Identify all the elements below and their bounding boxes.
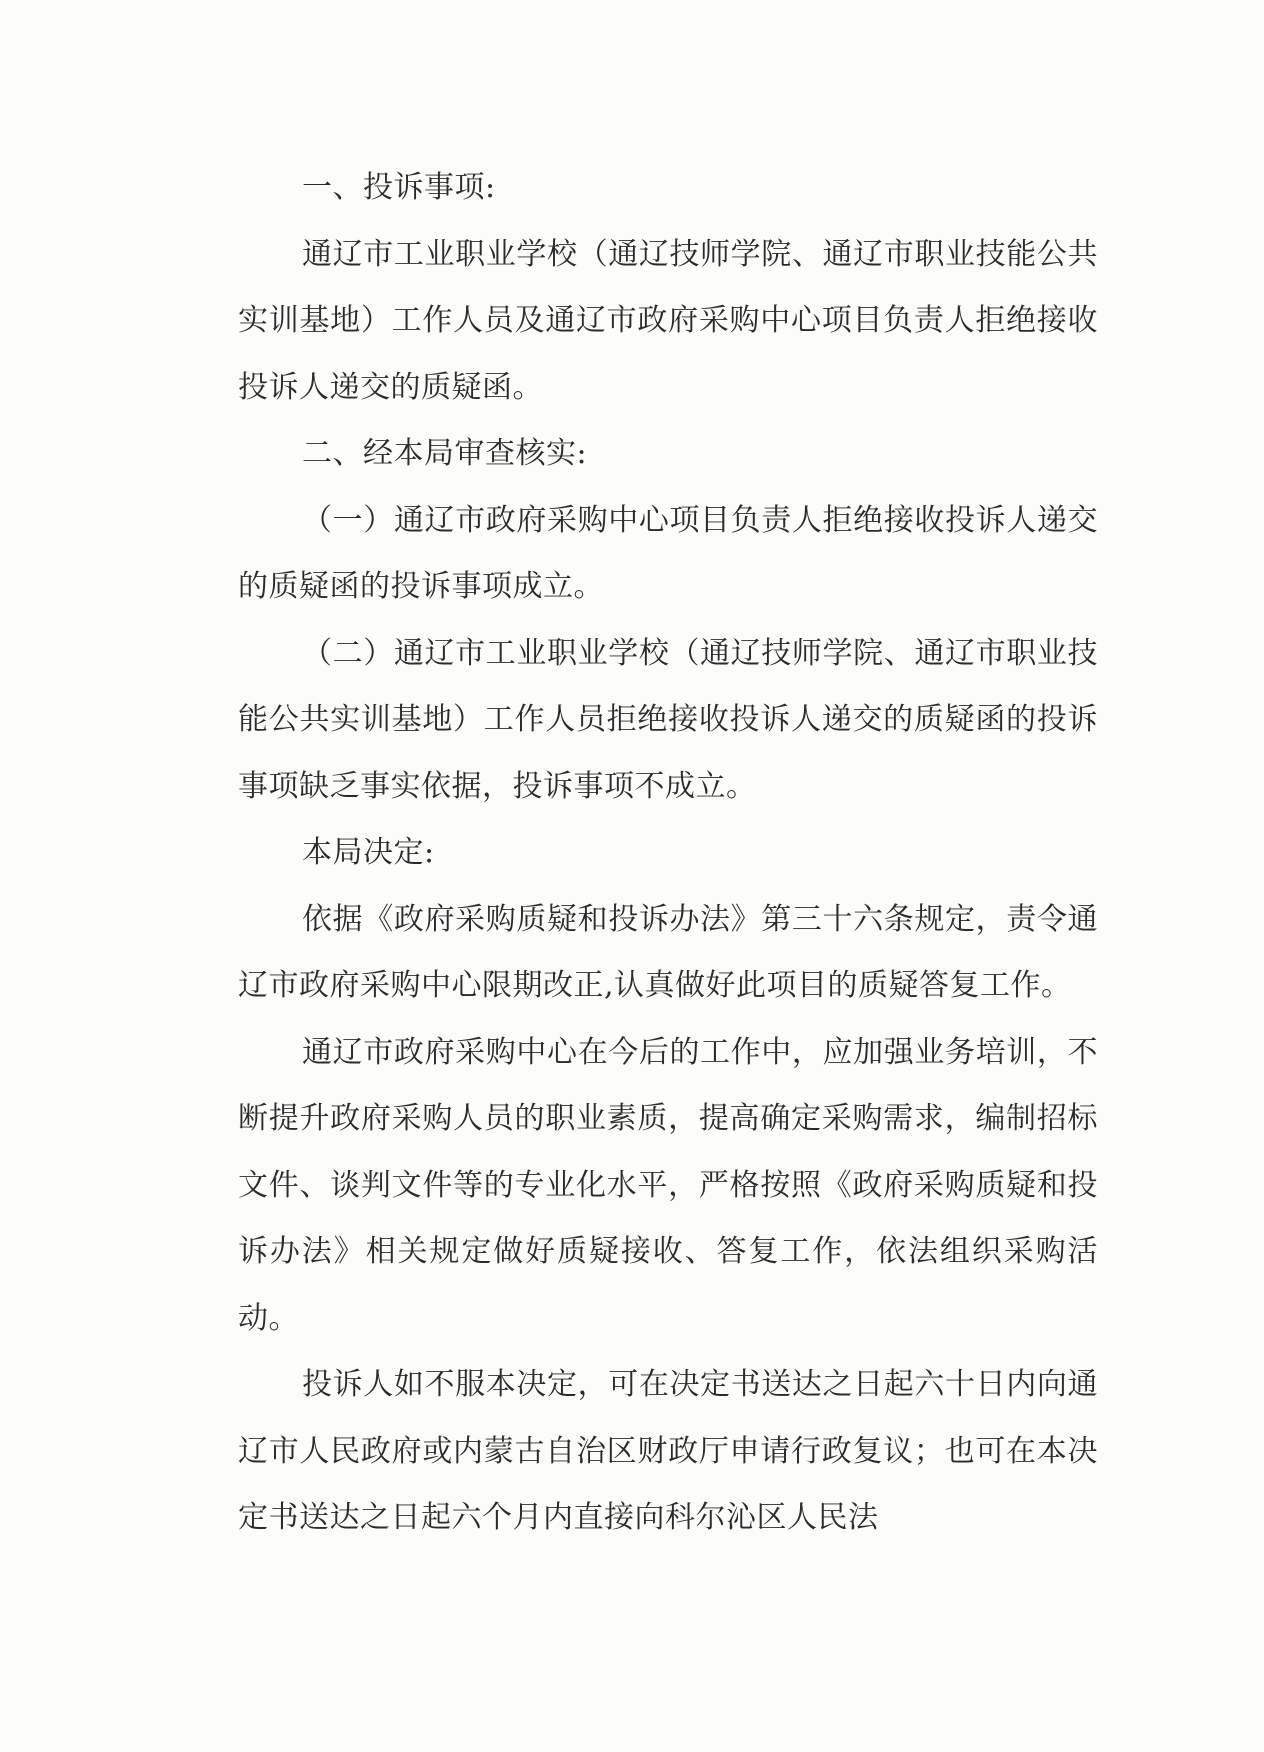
paragraph-complaint-content: 通辽市工业职业学校（通辽技师学院、通辽市职业技能公共实训基地）工作人员及通辽市政府采购中心项目负责人拒绝接收投诉人递交的质疑函。 xyxy=(238,236,1098,405)
section-heading-review-findings: 二、经本局审查核实: xyxy=(302,436,588,471)
paragraph-requirements: 通辽市政府采购中心在今后的工作中，应加强业务培训，不断提升政府采购人员的职业素质，提高确定采购需求，编制招标文件、谈判文件等的专业化水平，严格按照《政府采购质疑和投诉办法》相关规定做好质疑接收、答复工作，依法组织采购活动。 xyxy=(238,1034,1098,1336)
paragraph-decision-basis: 依据《政府采购质疑和投诉办法》第三十六条规定，责令通辽市政府采购中心限期改正,认真做好此项目的质疑答复工作。 xyxy=(238,901,1098,1003)
section-heading-complaint-matters: 一、投诉事项: xyxy=(302,170,496,205)
paragraph-appeal-rights: 投诉人如不服本决定，可在决定书送达之日起六十日内向通辽市人民政府或内蒙古自治区财政厅申请行政复议；也可在本决定书送达之日起六个月内直接向科尔沁区人民法 xyxy=(238,1367,1098,1535)
document-body xyxy=(238,155,1098,1552)
section-heading-decision: 本局决定: xyxy=(302,835,435,870)
paragraph-finding-2: （二）通辽市工业职业学校（通辽技师学院、通辽市职业技能公共实训基地）工作人员拒绝接收投诉人递交的质疑函的投诉事项缺乏事实依据，投诉事项不成立。 xyxy=(238,635,1098,804)
paragraph-finding-1: （一）通辽市政府采购中心项目负责人拒绝接收投诉人递交的质疑函的投诉事项成立。 xyxy=(238,502,1098,604)
